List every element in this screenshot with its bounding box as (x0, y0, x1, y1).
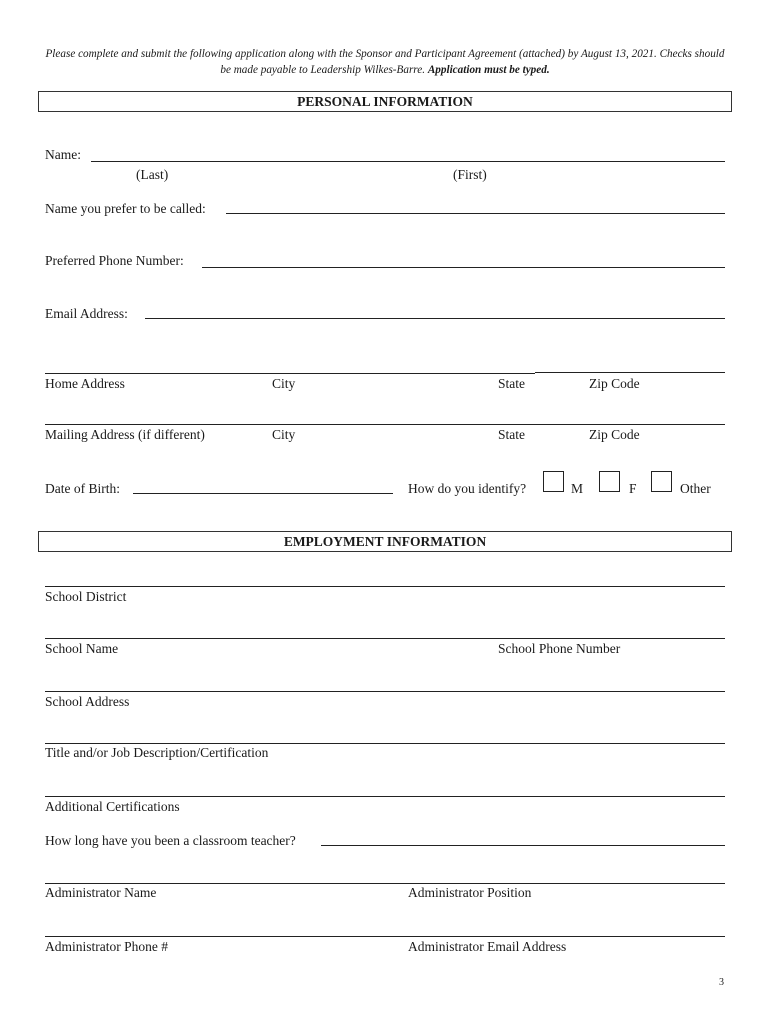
identify-other-label: Other (680, 481, 711, 496)
last-name-caption: (Last) (136, 167, 169, 182)
mailing-zip-label: Zip Code (589, 427, 640, 442)
name-field[interactable] (91, 161, 725, 162)
administrator-name-label: Administrator Name (45, 885, 157, 900)
home-address-field[interactable] (45, 373, 535, 374)
administrator-phone-label: Administrator Phone # (45, 939, 168, 954)
mailing-address-field[interactable] (45, 424, 725, 425)
home-zip-label: Zip Code (589, 376, 640, 391)
school-district-label: School District (45, 589, 127, 604)
phone-label: Preferred Phone Number: (45, 253, 184, 268)
administrator-phone-field[interactable] (45, 936, 725, 937)
intro-text: Please complete and submit the following application along with the Sponsor and Participant Agreement (attached) by August 13, 2021. Checks should be made payable to Leadership Wilkes-Barre. (45, 48, 725, 76)
school-phone-label: School Phone Number (498, 641, 621, 656)
name-label: Name: (45, 147, 81, 162)
identify-other-checkbox[interactable] (651, 471, 672, 492)
school-address-field[interactable] (45, 691, 725, 692)
identify-f-label: F (629, 481, 637, 496)
title-field[interactable] (45, 743, 725, 744)
home-city-label: City (272, 376, 296, 391)
first-name-caption: (First) (453, 167, 487, 182)
phone-field[interactable] (202, 267, 725, 268)
school-name-field[interactable] (45, 638, 725, 639)
administrator-position-label: Administrator Position (408, 885, 532, 900)
preferred-name-label: Name you prefer to be called: (45, 201, 206, 216)
dob-field[interactable] (133, 493, 393, 494)
page-number: 3 (719, 977, 724, 988)
school-address-label: School Address (45, 694, 130, 709)
identify-m-checkbox[interactable] (543, 471, 564, 492)
intro-emphasis: Application must be typed. (427, 64, 550, 76)
administrator-email-label: Administrator Email Address (408, 939, 567, 954)
home-zip-field[interactable] (535, 372, 725, 373)
additional-certifications-field[interactable] (45, 796, 725, 797)
mailing-address-label: Mailing Address (if different) (45, 427, 205, 442)
school-name-label: School Name (45, 641, 119, 656)
administrator-name-field[interactable] (45, 883, 725, 884)
dob-label: Date of Birth: (45, 481, 120, 496)
school-district-field[interactable] (45, 586, 725, 587)
home-state-label: State (498, 376, 525, 391)
employment-information-heading: EMPLOYMENT INFORMATION (38, 531, 732, 552)
teacher-years-label: How long have you been a classroom teacher? (45, 833, 296, 848)
email-label: Email Address: (45, 306, 128, 321)
additional-certifications-label: Additional Certifications (45, 799, 180, 814)
mailing-city-label: City (272, 427, 296, 442)
home-address-label: Home Address (45, 376, 125, 391)
mailing-state-label: State (498, 427, 525, 442)
identify-f-checkbox[interactable] (599, 471, 620, 492)
email-field[interactable] (145, 318, 725, 319)
identify-m-label: M (571, 481, 584, 496)
intro-paragraph (40, 46, 730, 78)
title-label: Title and/or Job Description/Certification (45, 745, 269, 760)
identify-label: How do you identify? (408, 481, 527, 496)
teacher-years-field[interactable] (321, 845, 725, 846)
preferred-name-field[interactable] (226, 213, 725, 214)
personal-information-heading: PERSONAL INFORMATION (38, 91, 732, 112)
